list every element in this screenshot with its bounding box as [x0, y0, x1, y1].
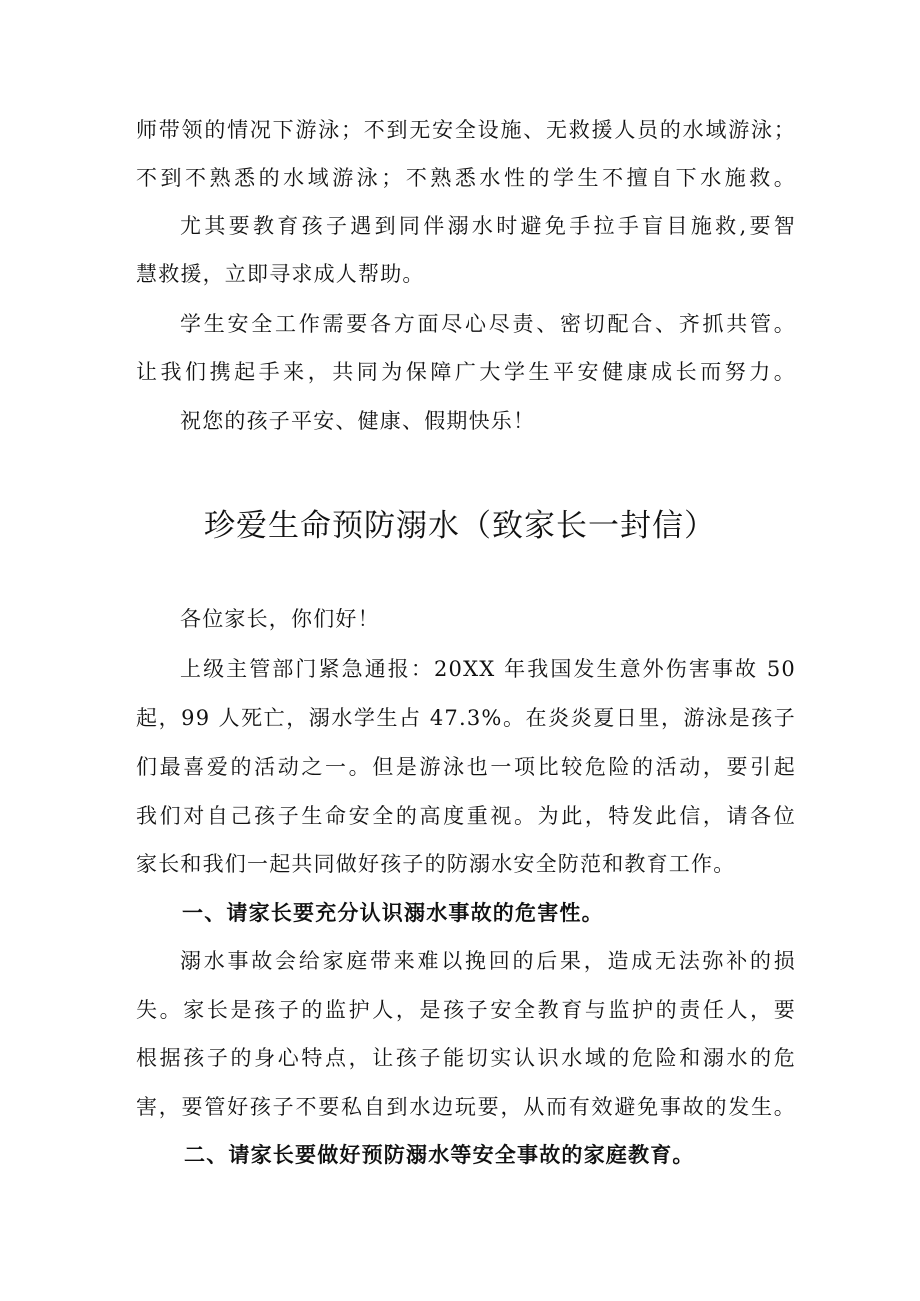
body-line: 慧救援，立即寻求成人帮助。	[136, 262, 425, 286]
body-line: 害，要管好孩子不要私自到水边玩要，从而有效避免事故的发生。	[136, 1095, 796, 1119]
body-line: 不到不熟悉的水域游泳；不熟悉水性的学生不擅自下水施救。	[136, 166, 796, 190]
section-heading-2: 二、请家长要做好预防溺水等安全事故的家庭教育。	[184, 1143, 695, 1167]
body-line: 们最喜爱的活动之一。但是游泳也一项比较危险的活动，要引起	[136, 755, 796, 779]
body-line: 上级主管部门紧急通报：20XX 年我国发生意外伤害事故 50	[180, 657, 796, 681]
body-line: 家长和我们一起共同做好孩子的防溺水安全防范和教育工作。	[136, 852, 736, 876]
body-line: 起，99 人死亡，溺水学生占 47.3%。在炎炎夏日里，游泳是孩子	[136, 706, 796, 730]
body-line: 根据孩子的身心特点，让孩子能切实认识水域的危险和溺水的危	[136, 1046, 796, 1070]
body-line: 溺水事故会给家庭带来难以挽回的后果，造成无法弥补的损	[180, 949, 796, 973]
body-line: 我们对自己孩子生命安全的高度重视。为此，特发此信，请各位	[136, 804, 796, 828]
body-line: 师带领的情况下游泳；不到无安全设施、无救援人员的水域游泳；	[136, 118, 796, 142]
letter-title: 珍爱生命预防溺水（致家长一封信）	[204, 508, 716, 544]
section-heading-1: 一、请家长要充分认识溺水事故的危害性。	[182, 901, 604, 925]
greeting: 各位家长，你们好！	[180, 607, 380, 631]
body-line: 失。家长是孩子的监护人，是孩子安全教育与监护的责任人，要	[136, 998, 796, 1022]
body-line: 让我们携起手来，共同为保障广大学生平安健康成长而努力。	[136, 360, 796, 384]
closing-wish: 祝您的孩子平安、健康、假期快乐！	[180, 409, 536, 433]
body-line: 学生安全工作需要各方面尽心尽责、密切配合、齐抓共管。	[180, 312, 796, 336]
body-line: 尤其要教育孩子遇到同伴溺水时避免手拉手盲目施救,要智	[180, 214, 796, 238]
